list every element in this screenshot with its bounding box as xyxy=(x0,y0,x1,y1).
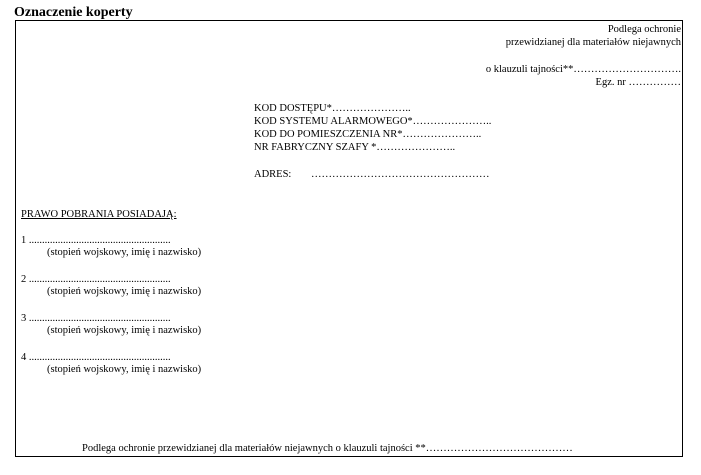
copy-number: Egz. nr …………… xyxy=(595,77,681,88)
footer-classification-note: Podlega ochronie przewidzianej dla materiałów niejawnych o klauzuli tajności **…………………………………… xyxy=(82,443,573,454)
address-value: …………………………………………… xyxy=(311,169,490,180)
person-line-1: 1 ...................................................... xyxy=(21,235,171,246)
person-caption-1: (stopień wojskowy, imię i nazwisko) xyxy=(47,247,202,258)
protection-line-1: Podlega ochronie xyxy=(607,24,681,35)
person-line-4: 4 ...................................................... xyxy=(21,352,171,363)
alarm-system-code: KOD SYSTEMU ALARMOWEGO*………………….. xyxy=(254,116,492,127)
collection-rights-heading: PRAWO POBRANIA POSIADAJĄ: xyxy=(21,209,177,220)
person-line-3: 3 ...................................................... xyxy=(21,313,171,324)
person-caption-2: (stopień wojskowy, imię i nazwisko) xyxy=(47,286,202,297)
page-title: Oznaczenie koperty xyxy=(14,5,133,20)
classification-clause: o klauzuli tajności**…………………………. xyxy=(485,64,681,75)
person-line-2: 2 ...................................................... xyxy=(21,274,171,285)
safe-serial-number: NR FABRYCZNY SZAFY *………………….. xyxy=(254,142,456,153)
access-code: KOD DOSTĘPU*………………….. xyxy=(254,103,411,114)
room-code: KOD DO POMIESZCZENIA NR*………………….. xyxy=(254,129,482,140)
protection-line-2: przewidzianej dla materiałów niejawnych xyxy=(505,37,681,48)
person-caption-3: (stopień wojskowy, imię i nazwisko) xyxy=(47,325,202,336)
person-caption-4: (stopień wojskowy, imię i nazwisko) xyxy=(47,364,202,375)
address-label: ADRES: xyxy=(254,169,292,180)
